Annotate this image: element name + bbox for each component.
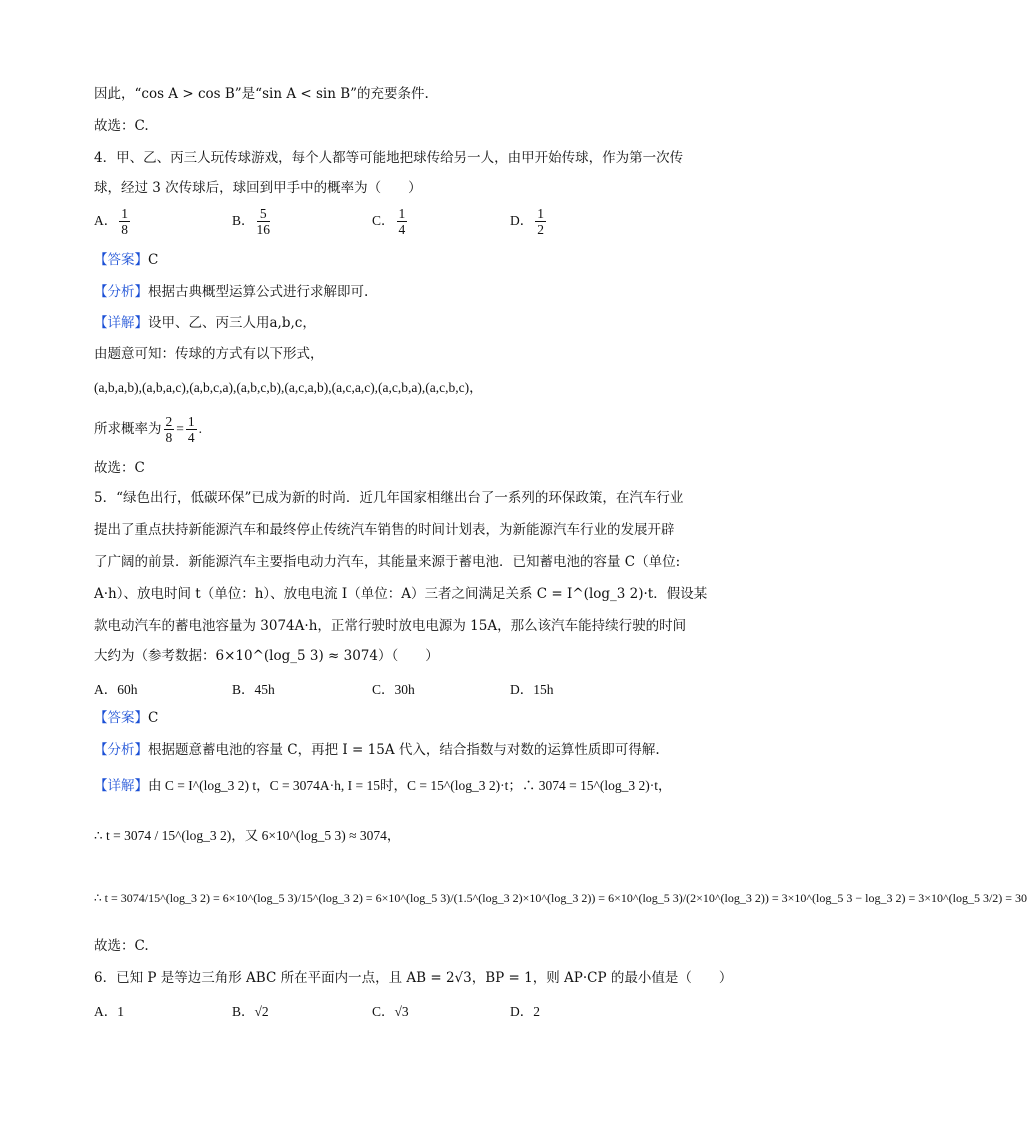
q5-option-a: A．60h (94, 682, 138, 697)
prev-choose: 故选：C. (94, 118, 149, 134)
answer-tag: 【答案】 (94, 710, 148, 726)
q4-probability: 所求概率为 $\frac{2}{8}$ = $\frac{1}{4}$ . (94, 414, 202, 445)
frac-num: 1 (121, 206, 128, 221)
prob-prefix: 所求概率为 (94, 421, 162, 437)
q6-stem: 6．已知 P 是等边三角形 ABC 所在平面内一点，且 AB = 2√3，BP = 1，则 AP·CP 的最小值是（ ） (94, 970, 733, 986)
q4-option-d (510, 206, 548, 237)
q6-option-a: A．1 (94, 1004, 124, 1019)
analysis-text: 根据古典概型运算公式进行求解即可. (148, 284, 369, 300)
frac-num: 1 (537, 206, 544, 221)
answer-tag: 【答案】 (94, 252, 148, 268)
q5-option-c: C．30h (372, 682, 415, 697)
frac-den: 2 (537, 222, 544, 237)
q6-option-d: D．2 (510, 1004, 540, 1019)
q5-choose: 故选：C. (94, 938, 149, 954)
q5-option-b: B．45h (232, 682, 275, 697)
q5-detail-line3: ∴ t = 3074/15^(log_3 2) = 6×10^(log_5 3)/15^(log_3 2) = 6×10^(log_5 3)/(1.5^(log_3 2)×10^(log_3 2)) = 6×10^(log_5 3)/(2×10^(log_3 2)) = 3×10^(log_5 3 − log_3 2) = 3×10^(log_5 3/2) = 30 (94, 891, 1027, 905)
q4-answer (94, 250, 158, 270)
option-letter: B． (232, 213, 255, 228)
q6-option-c: C．√3 (372, 1004, 409, 1019)
q5-stem-line3: 了广阔的前景．新能源汽车主要指电动力汽车，其能量来源于蓄电池．已知蓄电池的容量 C（单位: (94, 554, 681, 570)
detail-text: 设甲、乙、丙三人用a,b,c， (148, 315, 316, 331)
answer-value: C (148, 252, 159, 268)
q5-option-d: D．15h (510, 682, 554, 697)
option-letter: C． (372, 213, 395, 228)
option-fraction (397, 206, 408, 237)
prob-fraction-2 (186, 414, 197, 445)
q4-choose: 故选：C (94, 460, 145, 476)
frac-num: 1 (187, 414, 195, 429)
frac-den: 4 (398, 222, 406, 237)
option-letter: D． (510, 213, 534, 228)
frac-den: 8 (165, 430, 173, 445)
analysis-tag: 【分析】 (94, 284, 148, 300)
q5-detail-line2: ∴ t = 3074 / 15^(log_3 2)，又 6×10^(log_5 3) ≈ 3074， (94, 828, 401, 843)
q4-detail (94, 313, 316, 333)
q4-detail-line2: 由题意可知：传球的方式有以下形式， (94, 346, 324, 362)
q4-option-a (94, 206, 132, 237)
q5-stem-line4: A·h）、放电时间 t（单位：h）、放电电流 I（单位：A）三者之间满足关系 C = I^(log_3 2)·t．假设某 (94, 586, 708, 602)
frac-num: 5 (257, 206, 271, 222)
option-fraction (119, 206, 130, 237)
analysis-text: 根据题意蓄电池的容量 C，再把 I = 15A 代入，结合指数与对数的运算性质即可得解. (148, 742, 660, 758)
prev-conclusion: 因此，“cos A > cos B”是“sin A < sin B”的充要条件. (94, 86, 429, 102)
prob-fraction-1 (164, 414, 175, 445)
q6-option-b: B．√2 (232, 1004, 269, 1019)
detail-tag: 【详解】 (94, 778, 148, 794)
q5-stem-line6: 大约为（参考数据：6×10^(log_5 3) ≈ 3074）（ ） (94, 648, 439, 664)
q5-analysis (94, 740, 660, 760)
frac-den: 8 (121, 222, 128, 237)
q5-stem-line1: 5．“绿色出行，低碳环保”已成为新的时尚．近几年国家相继出台了一系列的环保政策，在汽车行业 (94, 490, 684, 506)
frac-den: 16 (256, 222, 271, 237)
q5-detail (94, 776, 672, 796)
q4-option-c (372, 206, 409, 237)
frac-num: 1 (398, 206, 406, 221)
option-fraction (257, 206, 271, 237)
q4-analysis (94, 282, 368, 302)
analysis-tag: 【分析】 (94, 742, 148, 758)
q5-stem-line2: 提出了重点扶持新能源汽车和最终停止传统汽车销售的时间计划表，为新能源汽车行业的发展开辟 (94, 522, 675, 538)
q5-answer (94, 708, 158, 728)
q5-stem-line5: 款电动汽车的蓄电池容量为 3074A·h，正常行驶时放电电源为 15A，那么该汽车能持续行驶的时间 (94, 618, 687, 634)
frac-num: 2 (165, 414, 173, 429)
option-fraction (535, 206, 546, 237)
detail-text: 由 C = I^(log_3 2) t，C = 3074A·h, I = 15时，C = 15^(log_3 2)·t；∴ 3074 = 15^(log_3 2)·t， (148, 778, 672, 793)
answer-value: C (148, 710, 159, 726)
q4-stem-line2: 球，经过 3 次传球后，球回到甲手中的概率为（ ） (94, 180, 422, 196)
detail-tag: 【详解】 (94, 315, 148, 331)
option-letter: A． (94, 213, 118, 228)
frac-den: 4 (187, 430, 195, 445)
q4-pass-sequences: (a,b,a,b),(a,b,a,c),(a,b,c,a),(a,b,c,b),(a,c,a,b),(a,c,a,c),(a,c,b,a),(a,c,b,c)， (94, 380, 483, 395)
q4-option-b (232, 206, 272, 237)
q4-stem-line1: 4．甲、乙、丙三人玩传球游戏，每个人都等可能地把球传给另一人，由甲开始传球，作为第一次传 (94, 150, 684, 166)
